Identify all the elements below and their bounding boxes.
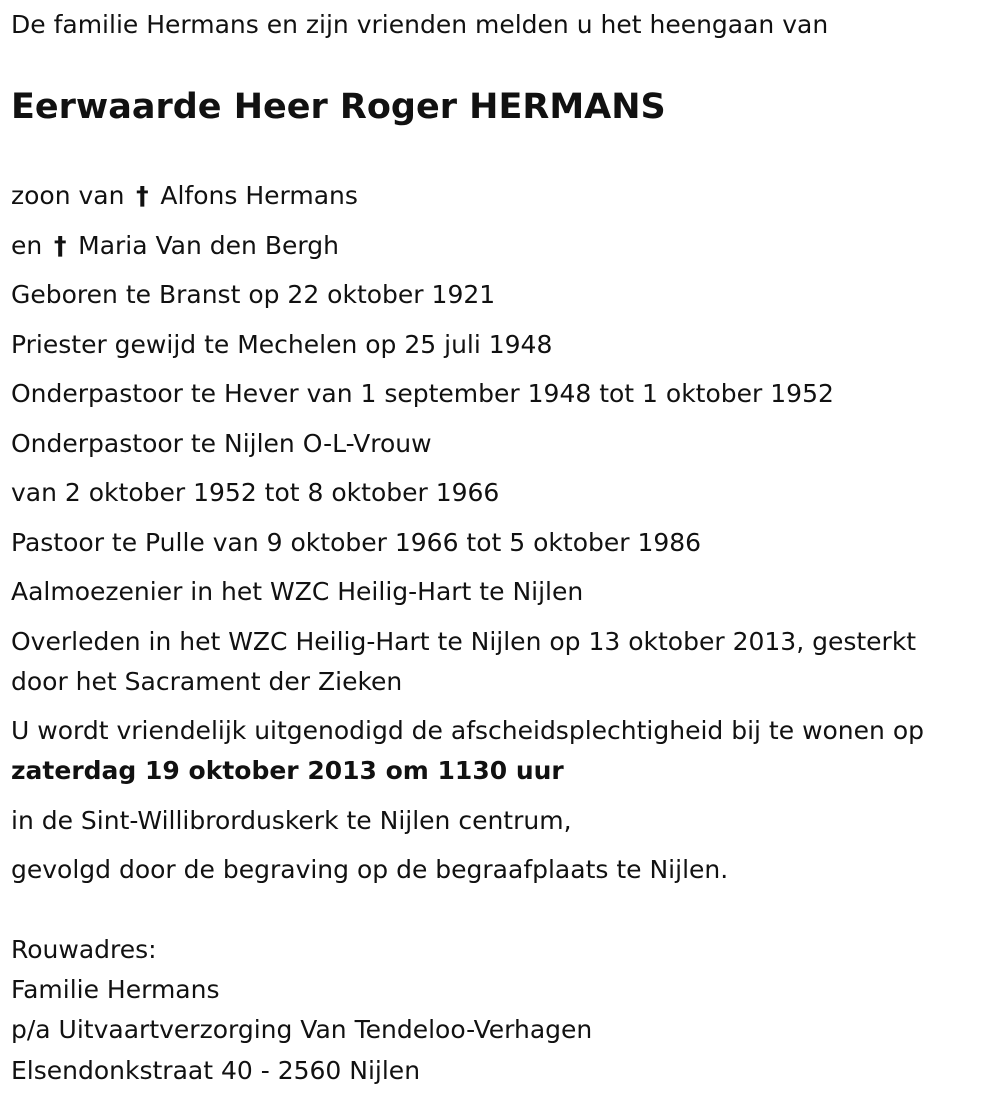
birth-line: Geboren te Branst op 22 oktober 1921 bbox=[11, 280, 496, 309]
career-line-hever: Onderpastoor te Hever van 1 september 1948 tot 1 oktober 1952 bbox=[11, 379, 834, 408]
career-line-nijlen: Onderpastoor te Nijlen O-L-Vrouw bbox=[11, 428, 432, 458]
cross-icon: † bbox=[53, 230, 67, 260]
address-care-of: p/a Uitvaartverzorging Van Tendeloo-Verhagen bbox=[11, 1015, 593, 1045]
address-label: Rouwadres: bbox=[11, 935, 157, 964]
mother-line bbox=[11, 226, 991, 266]
chaplain-line: Aalmoezenier in het WZC Heilig-Hart te Nijlen bbox=[11, 577, 584, 606]
invitation-text: U wordt vriendelijk uitgenodigd de afscheidsplechtigheid bij te wonen op bbox=[11, 716, 924, 745]
cross-icon: † bbox=[136, 181, 149, 210]
biography-block bbox=[11, 176, 991, 900]
address-recipient: Familie Hermans bbox=[11, 975, 220, 1005]
father-line bbox=[11, 176, 991, 216]
burial-line: gevolgd door de begraving op de begraafplaats te Nijlen. bbox=[11, 855, 729, 884]
death-line-1: Overleden in het WZC Heilig-Hart te Nijlen op 13 oktober 2013, gesterkt bbox=[11, 626, 917, 656]
address-street: Elsendonkstraat 40 - 2560 Nijlen bbox=[11, 1055, 421, 1085]
deceased-name: Eerwaarde Heer Roger HERMANS bbox=[11, 87, 666, 127]
ceremony-datetime: zaterdag 19 oktober 2013 om 1130 uur bbox=[11, 756, 564, 785]
death-line bbox=[11, 622, 991, 702]
father-prefix: zoon van bbox=[11, 181, 125, 210]
invitation-block bbox=[11, 711, 991, 791]
ordination-line: Priester gewijd te Mechelen op 25 juli 1948 bbox=[11, 329, 553, 359]
career-line-pulle: Pastoor te Pulle van 9 oktober 1966 tot 5 oktober 1986 bbox=[11, 527, 702, 557]
intro-text: De familie Hermans en zijn vrienden melden u het heengaan van bbox=[11, 10, 829, 39]
mother-prefix: en bbox=[11, 230, 43, 260]
death-line-2: door het Sacrament der Zieken bbox=[11, 666, 403, 696]
father-name: Alfons Hermans bbox=[160, 181, 358, 210]
mourning-address bbox=[11, 930, 592, 1091]
ceremony-location: in de Sint-Willibrorduskerk te Nijlen centrum, bbox=[11, 805, 572, 835]
career-line-nijlen-dates: van 2 oktober 1952 tot 8 oktober 1966 bbox=[11, 478, 500, 507]
mother-name: Maria Van den Bergh bbox=[78, 230, 339, 260]
